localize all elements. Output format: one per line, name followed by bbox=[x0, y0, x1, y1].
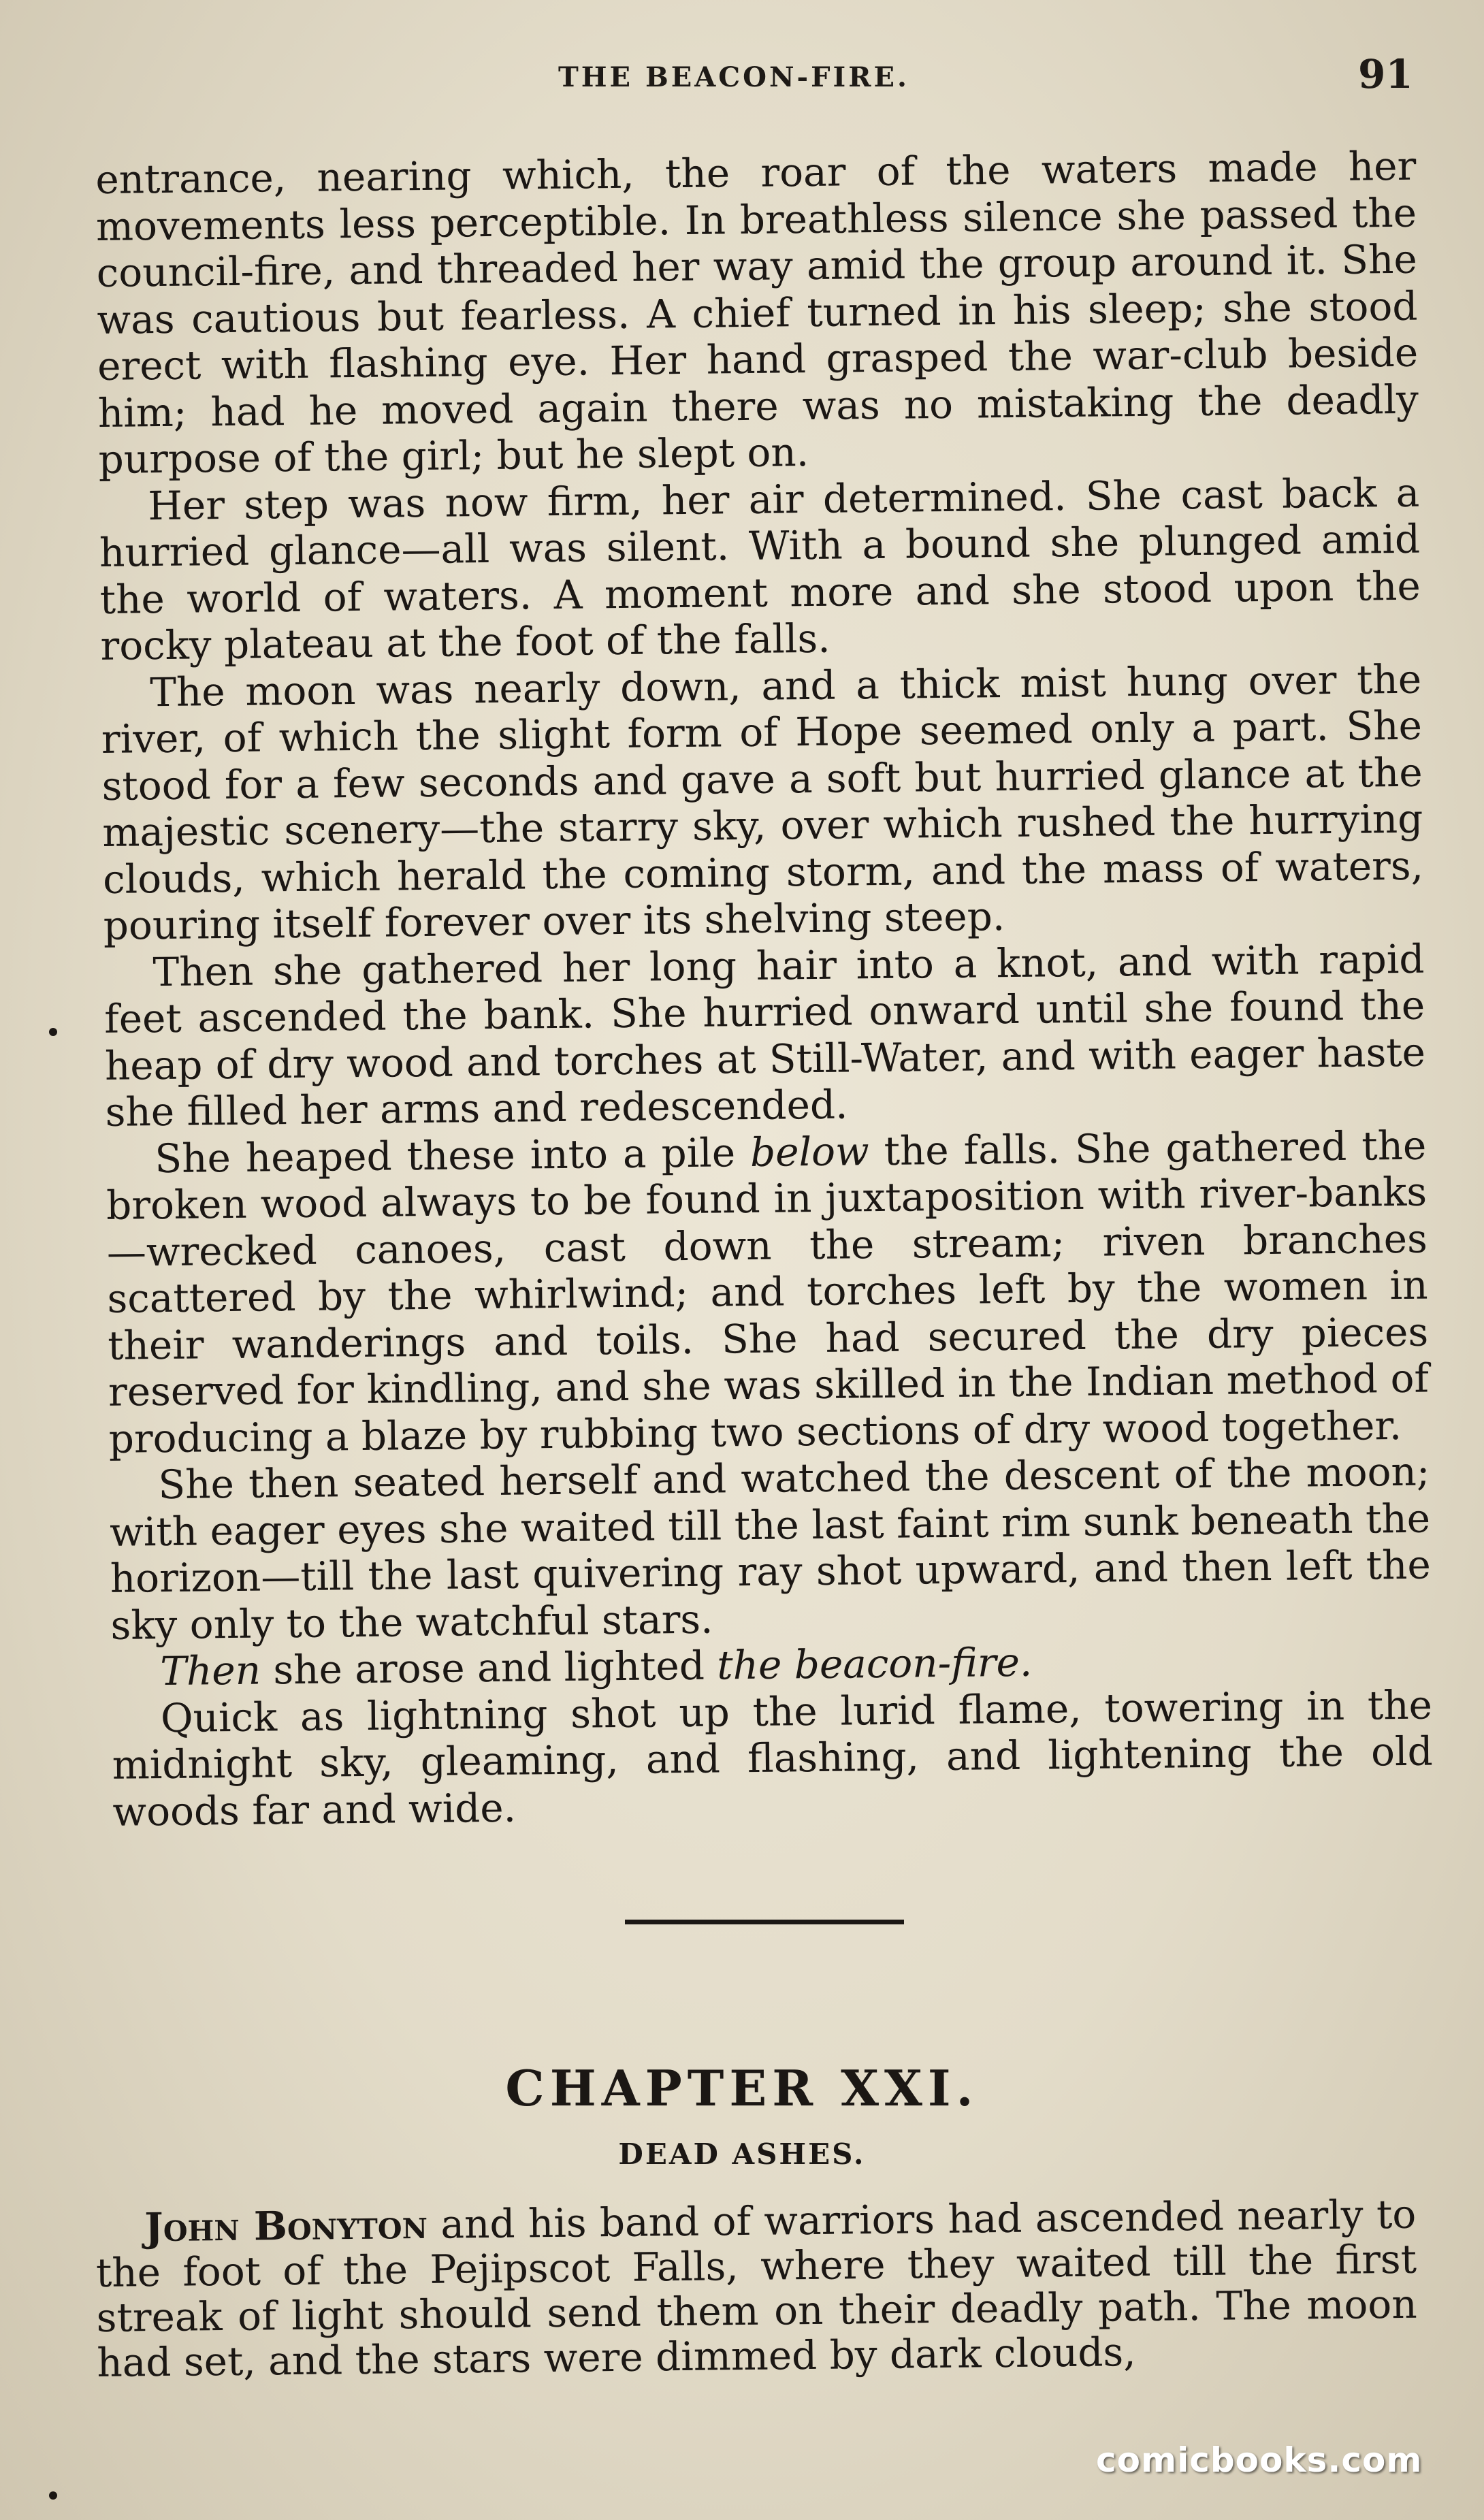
chapter-opening bbox=[95, 2192, 1418, 2385]
margin-dot bbox=[49, 1028, 57, 1036]
chapter-text bbox=[95, 143, 1434, 1835]
paragraph-5-italic: below bbox=[749, 1127, 869, 1176]
opening-name: John Bonyton bbox=[144, 2201, 428, 2251]
chapter-opening-paragraph bbox=[95, 2192, 1418, 2385]
paragraph-5 bbox=[106, 1122, 1430, 1462]
paragraph-5-start: She heaped these into a pile bbox=[155, 1129, 751, 1182]
running-head: THE BEACON-FIRE. bbox=[558, 61, 909, 93]
section-divider-rule bbox=[625, 1920, 904, 1924]
paragraph-4: Then she gathered her long hair into a knot, and with rapid feet ascended the bank. She hurried onward until she found the heap of dry wood and torches at Still-Water, and with eager haste she filled her arms and redescended. bbox=[103, 935, 1426, 1135]
paragraph-7-italic-lead: Then bbox=[159, 1647, 261, 1695]
watermark: comicbooks.com bbox=[1096, 2440, 1423, 2480]
chapter-subtitle: DEAD ASHES. bbox=[618, 2137, 866, 2171]
paragraph-7-italic-tail: the beacon-fire. bbox=[716, 1638, 1033, 1689]
opening-text: and his band of warriors had ascended nearly to the foot of the Pejipscot Falls, where they waited till the first streak of light should send them on their deadly path. The moon had set, and the stars were dimmed by dark clouds, bbox=[95, 2191, 1417, 2386]
margin-dot bbox=[49, 2491, 57, 2500]
page-header bbox=[0, 48, 1484, 123]
page-number: 91 bbox=[1358, 51, 1413, 97]
chapter-heading: CHAPTER XXI. bbox=[505, 2059, 979, 2117]
paragraph-8: Quick as lightning shot up the lurid flame, towering in the midnight sky, gleaming, and flashing, and lightening the old woods far and wide. bbox=[112, 1681, 1433, 1835]
paragraph-6: She then seated herself and watched the descent of the moon; with eager eyes she waited till the last faint rim sunk beneath the horizon—till the last quivering ray shot upward, and then left the sky only to the watchful stars. bbox=[109, 1448, 1432, 1649]
paragraph-7-middle: she arose and lighted bbox=[260, 1642, 717, 1694]
paragraph-1: entrance, nearing which, the roar of the waters made her movements less perceptible. In breathless silence she passed the council-fire, and threaded her way amid the group around it. She was cautious but fearless. A chief turned in his sleep; she stood erect with flashing eye. Her hand grasped the war-club beside him; had he moved again there was no mistaking the deadly purpose of the girl; but he slept on. bbox=[95, 142, 1419, 483]
paragraph-2: Her step was now firm, her air determined. She cast back a hurried glance—all was silent. With a bound she plunged amid the world of waters. A moment more and she stood upon the rocky plateau at the foot of the falls. bbox=[99, 469, 1421, 669]
paragraph-5-end: the falls. She gathered the broken wood always to be found in juxtaposition with river-banks—wrecked canoes, cast down the stream; riven branches scattered by the whirlwind; and torches left by the women in their wanderings and toils. She had secured the dry pieces reserved for kindling, and she was skilled in the Indian method of producing a blaze by rubbing two sections of dry wood together. bbox=[106, 1122, 1430, 1462]
paragraph-3: The moon was nearly down, and a thick mist hung over the river, of which the slight form of Hope seemed only a part. She stood for a few seconds and gave a soft but hurried glance at the majestic scenery—the starry sky, over which rushed the hurrying clouds, which herald the coming storm, and the mass of waters, pouring itself forever over its shelving steep. bbox=[101, 656, 1424, 949]
